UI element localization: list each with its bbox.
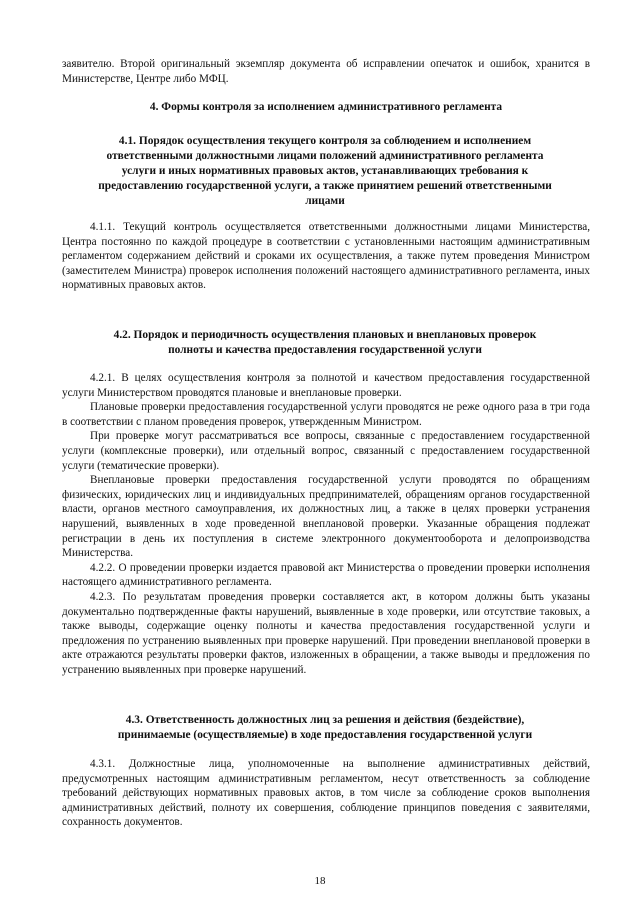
paragraph-4-1-1: 4.1.1. Текущий контроль осуществляется ответственными должностными лицами Министерства, Центра постоянно по каждой процедуре в соответствии с установленными настоящим административным регламентом содержанием действий и сроками их осуществления, а также путем проведения Министром (заместителем Министра) проверок исполнения положений настоящего административного регламента, иных нормативных правовых актов. bbox=[62, 221, 590, 292]
paragraph-planned-checks: Плановые проверки предоставления государственной услуги проводятся не реже одного раза в три года в соответствии с планом проведения проверок, утвержденным Министром. bbox=[62, 401, 590, 428]
section-4-2-title: 4.2. Порядок и периодичность осуществления плановых и внеплановых проверок полноты и качества предоставления государственной услуги bbox=[113, 329, 537, 356]
section-4-2-body bbox=[62, 371, 590, 677]
section-4-2-heading bbox=[92, 328, 558, 358]
section-4-3-body bbox=[62, 757, 590, 830]
section-4-heading bbox=[62, 100, 590, 115]
intro-paragraph bbox=[62, 57, 590, 86]
section-4-1-body bbox=[62, 220, 590, 293]
paragraph-unplanned-checks: Внеплановые проверки предоставления государственной услуги проводятся по обращениям физических, юридических лиц и индивидуальных предпринимателей, обращениям органов государственной власти, органов местного самоуправления, их должностных лиц, а также в целях проверки устранения нарушений, выявленных в ходе проведенной внеплановой проверки. Указанные обращения подлежат регистрации в день их поступления в системе электронного документооборота и делопроизводства Министерства. bbox=[62, 474, 590, 560]
paragraph-check-questions: При проверке могут рассматриваться все вопросы, связанные с предоставлением государственной услуги (комплексные проверки), или отдельный вопрос, связанный с предоставлением государственной услуги (тематические проверки). bbox=[62, 430, 590, 472]
paragraph-4-2-1: 4.2.1. В целях осуществления контроля за полнотой и качеством предоставления государственной услуги Министерством проводятся плановые и внеплановые проверки. bbox=[62, 372, 590, 399]
page-number: 18 bbox=[314, 875, 326, 887]
paragraph-4-2-3: 4.2.3. По результатам проведения проверки составляется акт, в котором должны быть указаны документально подтвержденные факты нарушений, выявленные в ходе проверки, или отсутствие таковых, а также выводы, содержащие оценку полноты и качества предоставления государственной услуги и предложения по устранению выявленных при проверке нарушений. При проведении внеплановой проверки в акте отражаются результаты проверки фактов, изложенных в обращении, а также выводы и предложения по устранению выявленных при проверке нарушений. bbox=[62, 590, 590, 676]
paragraph-4-3-1: 4.3.1. Должностные лица, уполномоченные на выполнение административных действий, предусмотренных настоящим административным регламентом, несут ответственность за соблюдение требований действующих нормативных правовых актов, в том числе за соблюдение сроков выполнения административных действий, полноту их совершения, соблюдение принципов поведения с заявителями, сохранность документов. bbox=[62, 758, 590, 829]
section-4-1-title: 4.1. Порядок осуществления текущего контроля за соблюдением и исполнением ответственными должностными лицами положений административного регламента услуги и иных нормативных правовых актов, устанавливающих требования к предоставлению государственной услуги, а также принятием решений ответственными лицами bbox=[98, 135, 552, 207]
paragraph-4-2-2: 4.2.2. О проведении проверки издается правовой акт Министерства о проведении проверки исполнения настоящего административного регламента. bbox=[62, 561, 590, 589]
section-4-title: 4. Формы контроля за исполнением административного регламента bbox=[149, 101, 503, 113]
section-4-3-title: 4.3. Ответственность должностных лиц за решения и действия (бездействие), принимаемые (осуществляемые) в ходе предоставления государственной услуги bbox=[117, 714, 533, 741]
intro-text: заявителю. Второй оригинальный экземпляр документа об исправлении опечаток и ошибок, хранится в Министерстве, Центре либо МФЦ. bbox=[62, 58, 590, 85]
section-4-1-heading bbox=[90, 134, 560, 209]
section-4-3-heading bbox=[92, 713, 558, 743]
